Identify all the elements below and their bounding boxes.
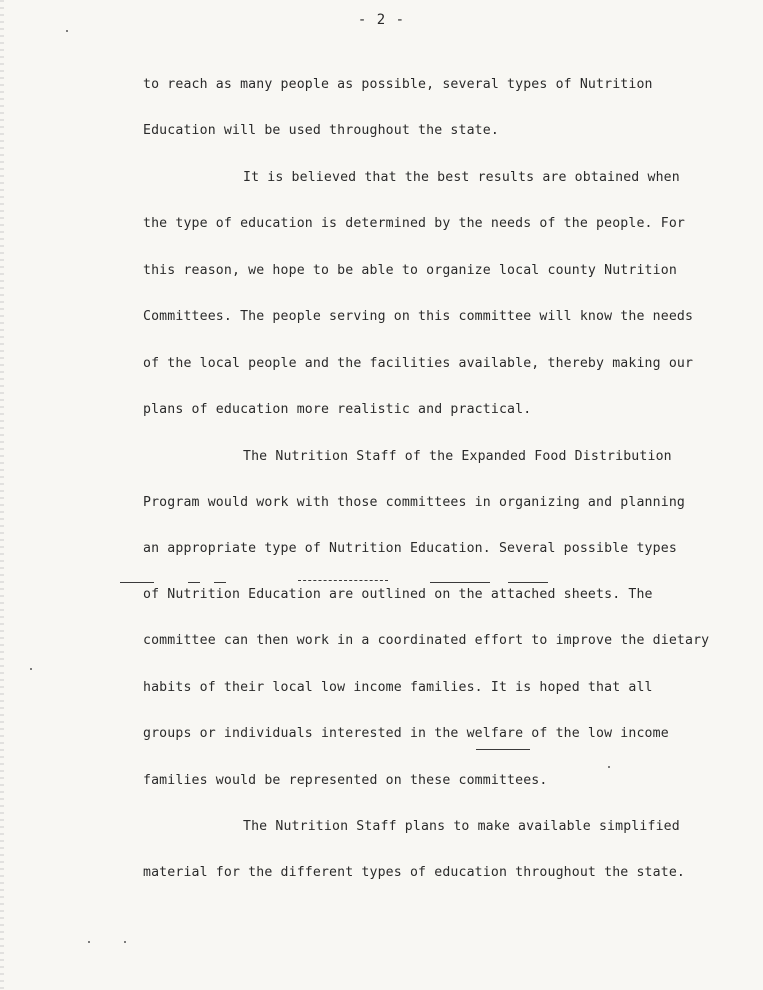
stray-mark <box>476 749 530 750</box>
speck <box>66 30 68 32</box>
text-line: of Nutrition Education are outlined on the attached sheets. The <box>143 587 653 602</box>
speck <box>30 668 32 670</box>
stray-mark <box>508 582 548 583</box>
text-line: this reason, we hope to be able to organize local county Nutrition <box>143 263 677 278</box>
text-line: material for the different types of education throughout the state. <box>143 865 685 880</box>
speck <box>608 766 610 768</box>
text-line: families would be represented on these committees. <box>143 773 548 788</box>
text-line: plans of education more realistic and practical. <box>143 402 532 417</box>
text-line: Education will be used throughout the state. <box>143 123 499 138</box>
stray-mark <box>430 582 490 583</box>
binding-edge <box>0 0 4 990</box>
speck <box>124 941 126 943</box>
page-number: - 2 - <box>357 12 406 28</box>
stray-mark <box>214 582 226 583</box>
text-line: groups or individuals interested in the welfare of the low income <box>143 726 669 741</box>
text-line: habits of their local low income families. It is hoped that all <box>143 680 653 695</box>
text-line: The Nutrition Staff plans to make available simplified <box>243 819 680 834</box>
text-line: The Nutrition Staff of the Expanded Food Distribution <box>243 449 672 464</box>
text-line: to reach as many people as possible, several types of Nutrition <box>143 77 653 92</box>
speck <box>88 941 90 943</box>
text-line: Committees. The people serving on this committee will know the needs <box>143 309 694 324</box>
text-line: an appropriate type of Nutrition Education. Several possible types <box>143 541 677 556</box>
text-line: committee can then work in a coordinated effort to improve the dietary <box>143 633 710 648</box>
text-line: the type of education is determined by the needs of the people. For <box>143 216 685 231</box>
text-line: Program would work with those committees in organizing and planning <box>143 495 685 510</box>
text-line: of the local people and the facilities available, thereby making our <box>143 356 694 371</box>
text-line: It is believed that the best results are obtained when <box>243 170 680 185</box>
stray-mark <box>120 582 154 583</box>
stray-mark <box>298 580 388 581</box>
stray-mark <box>188 582 200 583</box>
